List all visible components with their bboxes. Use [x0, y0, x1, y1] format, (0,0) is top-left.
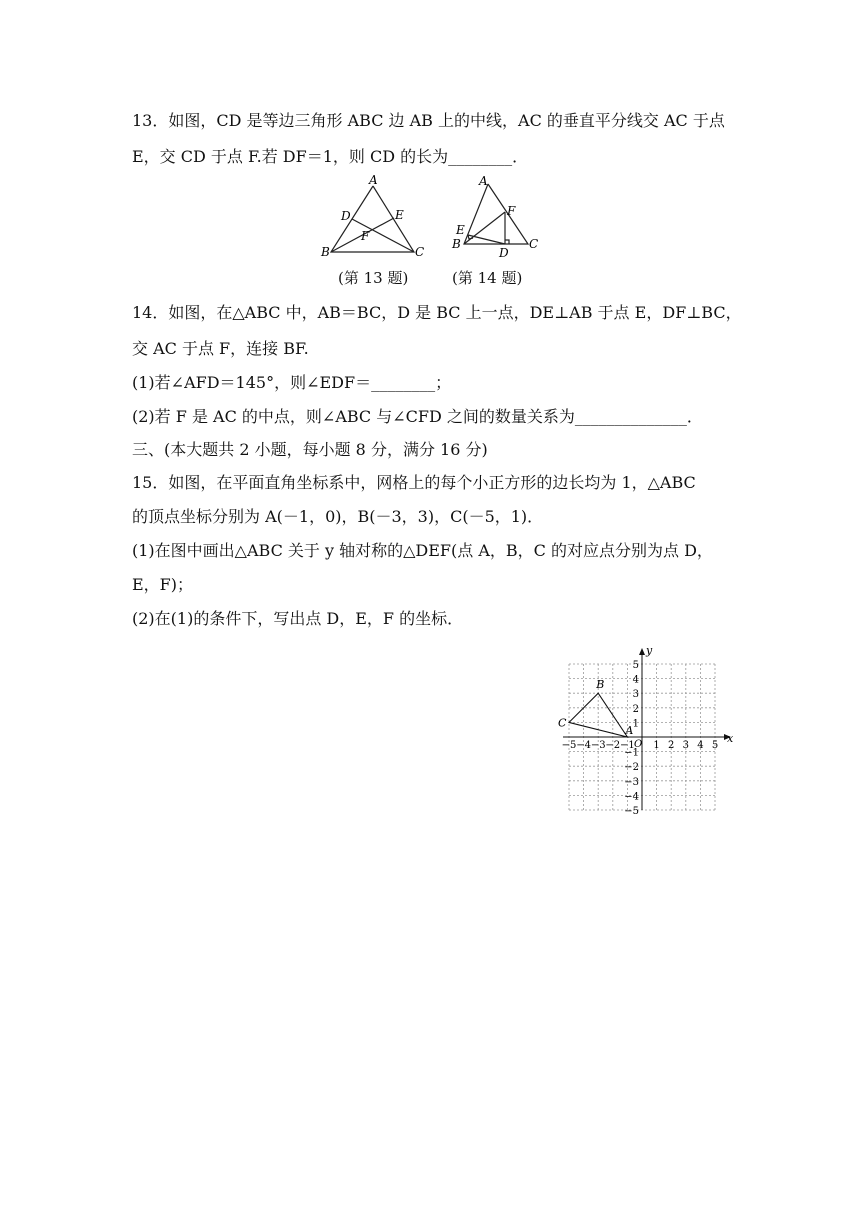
y-tick-label: −1 — [624, 747, 639, 759]
caption-14: (第 14 题) — [452, 269, 523, 287]
q15-line1: 15．如图，在平面直角坐标系中，网格上的每个小正方形的边长均为 1，△ABC — [132, 473, 696, 492]
x-tick-label: 1 — [653, 740, 660, 751]
x-tick-label: −4 — [576, 740, 591, 751]
point-label-b: B — [596, 678, 605, 692]
fig14-triangle — [464, 184, 528, 244]
y-tick-label: −3 — [624, 776, 639, 788]
q13-line2: E，交 CD 于点 F.若 DF＝1，则 CD 的长为________． — [132, 147, 529, 166]
q14-line1: 14．如图，在△ABC 中，AB＝BC，D 是 BC 上一点，DE⊥AB 于点 E，DF⊥BC， — [132, 303, 742, 322]
fig14-label-a: A — [479, 174, 488, 188]
fig13-label-d: D — [341, 209, 351, 223]
fig14-label-e: E — [456, 223, 465, 237]
q15-part1a: (1)在图中画出△ABC 关于 y 轴对称的△DEF(点 A，B，C 的对应点分别为点 D， — [132, 541, 713, 560]
x-tick-label: −5 — [561, 740, 577, 751]
fig13-label-a: A — [369, 173, 378, 187]
fig13-label-b: B — [321, 245, 330, 259]
fig13-label-c: C — [415, 245, 425, 259]
q13-line1: 13．如图，CD 是等边三角形 ABC 边 AB 上的中线，AC 的垂直平分线交 AC 于点 — [132, 111, 725, 130]
fig13-label-f: F — [361, 229, 370, 243]
x-tick-label: −2 — [605, 740, 621, 751]
q15-part1b: E，F)； — [132, 575, 194, 594]
x-tick-label: 5 — [711, 740, 719, 751]
q14-line2: 交 AC 于点 F，连接 BF. — [132, 339, 309, 358]
y-tick-label: 3 — [632, 689, 639, 701]
y-tick-label: −2 — [624, 762, 639, 774]
fig14-right-angle-d — [505, 240, 509, 244]
fig13-label-e: E — [395, 208, 404, 222]
coordinate-grid — [556, 636, 760, 814]
q14-part2: (2)若 F 是 AC 的中点，则∠ABC 与∠CFD 之间的数量关系为______________． — [132, 407, 703, 426]
y-tick-label: 2 — [632, 703, 639, 715]
x-axis-label: x — [727, 732, 734, 745]
y-tick-label: −4 — [624, 791, 639, 803]
section-heading: 三、(本大题共 2 小题，每小题 8 分，满分 16 分) — [132, 440, 488, 459]
x-tick-label: −1 — [620, 740, 635, 751]
y-axis-label: y — [646, 644, 653, 657]
q15-line2: 的顶点坐标分别为 A(－1，0)，B(－3，3)，C(－5，1)． — [132, 507, 544, 526]
fig14-label-d: D — [499, 246, 509, 260]
caption-13: (第 13 题) — [338, 269, 409, 287]
figure-13 — [318, 172, 430, 262]
x-tick-label: −3 — [590, 740, 606, 751]
y-tick-label: 4 — [632, 674, 639, 686]
x-tick-label: 2 — [668, 740, 675, 751]
triangle-abc — [569, 693, 627, 737]
y-tick-label: 5 — [632, 660, 639, 671]
x-tick-label: 4 — [697, 740, 704, 751]
y-tick-label: −5 — [624, 806, 639, 814]
origin-label: O — [634, 739, 643, 750]
figure-14 — [446, 172, 550, 262]
fig14-label-b: B — [452, 237, 461, 251]
q14-part1: (1)若∠AFD＝145°，则∠EDF＝________； — [132, 373, 452, 392]
q15-part2: (2)在(1)的条件下，写出点 D，E，F 的坐标． — [132, 609, 464, 628]
point-label-a: A — [625, 724, 634, 737]
fig14-label-c: C — [529, 237, 539, 251]
point-label-c: C — [558, 716, 567, 730]
x-tick-label: 3 — [682, 740, 689, 751]
y-tick-label: 1 — [632, 718, 639, 730]
y-axis-arrow-icon — [639, 648, 645, 655]
fig14-label-f: F — [507, 204, 516, 218]
